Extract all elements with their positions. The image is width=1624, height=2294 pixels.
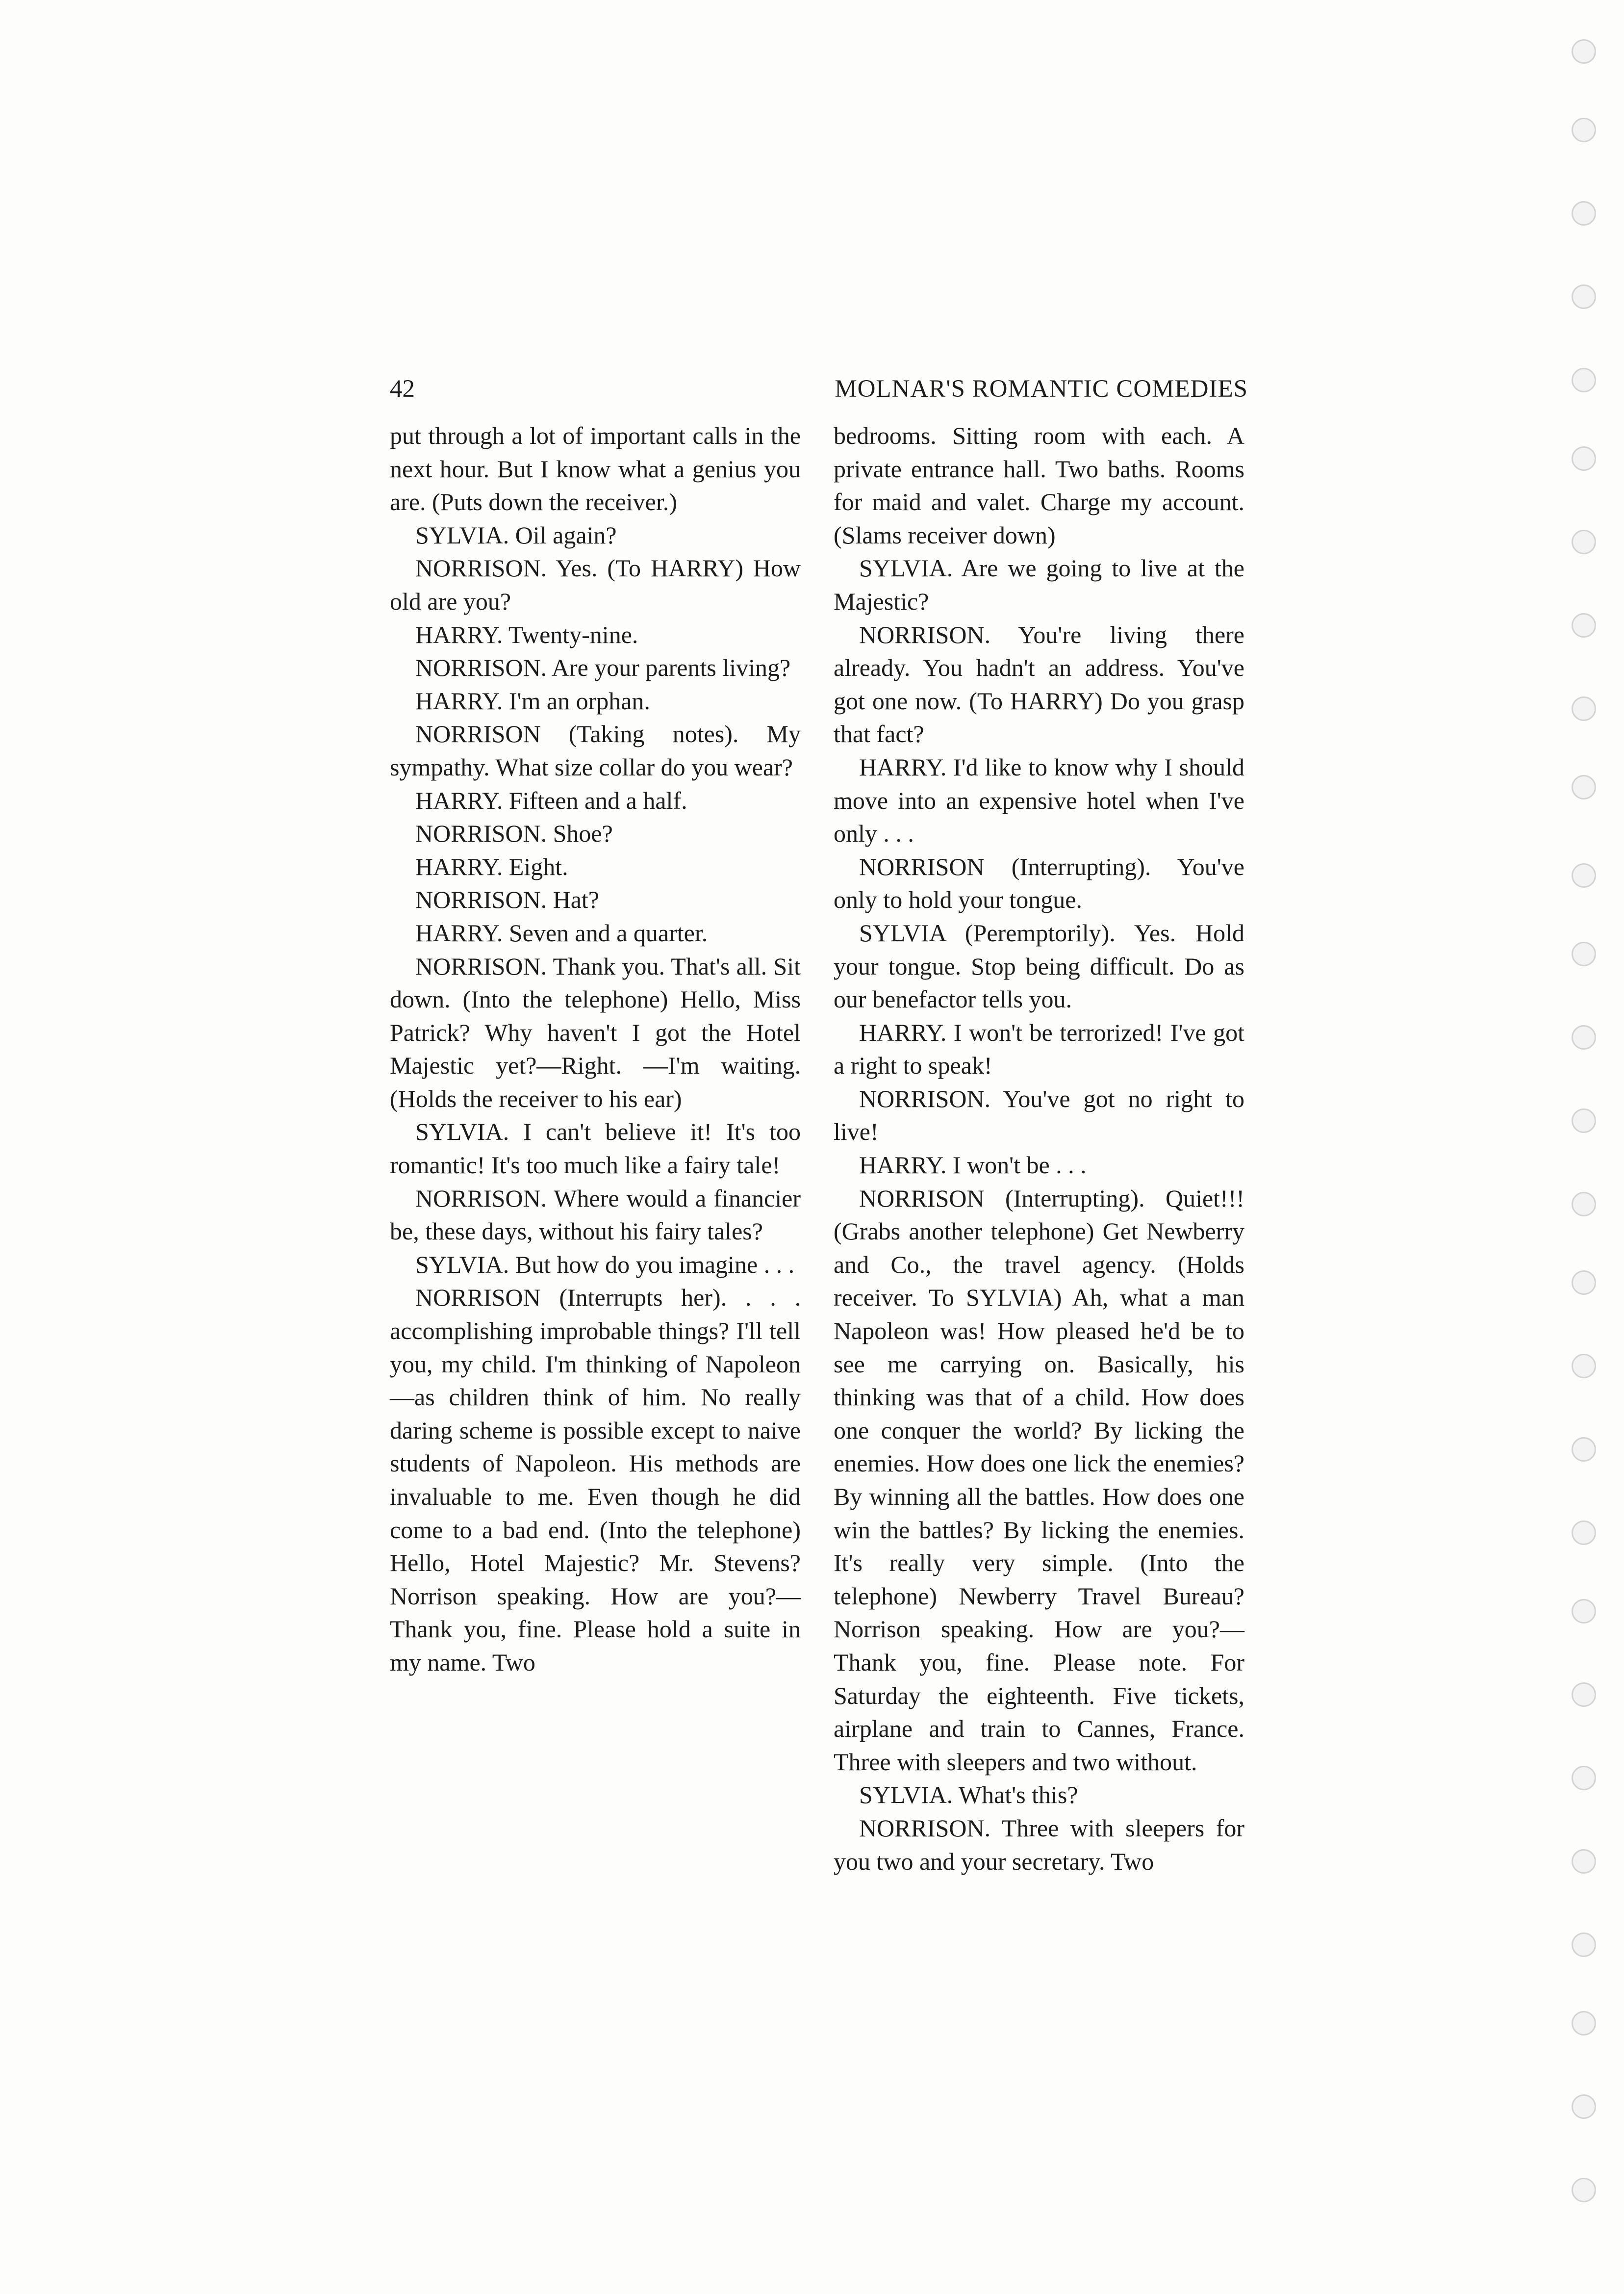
binding-hole (1572, 201, 1596, 226)
paragraph: HARRY. I'd like to know why I should move into an expensive hotel when I've only . . . (834, 753, 1244, 848)
binding-hole (1572, 1108, 1596, 1133)
binding-hole (1572, 118, 1596, 142)
right-column (834, 419, 1244, 1878)
binding-hole (1572, 446, 1596, 471)
paragraph: NORRISON. Thank you. That's all. Sit down. (Into the telephone) Hello, Miss Patrick? Why haven't I got the Hotel Majestic yet?—Right. —I'm waiting. (Holds the receiver to his ear) (390, 952, 801, 1112)
binding-hole (1572, 1766, 1596, 1790)
paragraph: NORRISON. Shoe? (415, 820, 613, 848)
paragraph: SYLVIA. But how do you imagine . . . (415, 1250, 795, 1278)
paragraph: SYLVIA (Peremptorily). Yes. Hold your tongue. Stop being difficult. Do as our benefactor tells you. (834, 919, 1244, 1013)
binding-hole (1572, 368, 1596, 392)
binding-hole (1572, 2011, 1596, 2036)
binding-hole (1572, 2094, 1596, 2119)
paragraph: HARRY. Twenty-nine. (415, 620, 638, 648)
binding-hole (1572, 1437, 1596, 1462)
paragraph: bedrooms. Sitting room with each. A private entrance hall. Two baths. Rooms for maid and valet. Charge my account. (Slams receiver down) (834, 422, 1244, 549)
binding-hole (1572, 863, 1596, 888)
binding-hole (1572, 1599, 1596, 1624)
paragraph: NORRISON. Yes. (To HARRY) How old are you? (390, 554, 801, 615)
paragraph: NORRISON. Are your parents living? (415, 654, 791, 682)
page-number: 42 (390, 375, 415, 403)
paragraph: SYLVIA. Oil again? (415, 521, 617, 549)
binding-hole (1572, 613, 1596, 638)
paragraph: HARRY. I'm an orphan. (415, 687, 650, 715)
paragraph: HARRY. I won't be terrorized! I've got a right to speak! (834, 1018, 1244, 1080)
paragraph: HARRY. Eight. (415, 852, 568, 880)
binding-hole (1572, 1933, 1596, 1957)
page-header (390, 372, 1248, 406)
binding-hole (1572, 696, 1596, 721)
paragraph: NORRISON. Where would a financier be, these days, without his fairy tales? (390, 1184, 801, 1245)
paragraph: NORRISON (Taking notes). My sympathy. What size collar do you wear? (390, 720, 801, 781)
paragraph: NORRISON (Interrupting). You've only to hold your tongue. (834, 852, 1244, 914)
paragraph: SYLVIA. I can't believe it! It's too romantic! It's too much like a fairy tale! (390, 1118, 801, 1179)
binding-hole (1572, 942, 1596, 966)
paragraph: HARRY. Seven and a quarter. (415, 919, 708, 947)
binding-holes (1567, 39, 1606, 2276)
running-title: MOLNAR'S ROMANTIC COMEDIES (835, 375, 1248, 403)
binding-hole (1572, 1192, 1596, 1216)
left-column (390, 419, 801, 1679)
paragraph: NORRISON. You've got no right to live! (834, 1084, 1244, 1146)
binding-hole (1572, 1521, 1596, 1545)
paragraph: SYLVIA. Are we going to live at the Majestic? (834, 554, 1244, 615)
paragraph: SYLVIA. What's this? (859, 1781, 1078, 1809)
binding-hole (1572, 284, 1596, 309)
paragraph: NORRISON. Hat? (415, 886, 599, 914)
paragraph: NORRISON. Three with sleepers for you two and your secretary. Two (834, 1814, 1244, 1875)
paragraph: HARRY. I won't be . . . (859, 1151, 1087, 1179)
binding-hole (1572, 1270, 1596, 1295)
paragraph: put through a lot of important calls in the next hour. But I know what a genius you are. (Puts down the receiver.) (390, 422, 801, 516)
binding-hole (1572, 1682, 1596, 1707)
binding-hole (1572, 1354, 1596, 1378)
paragraph: HARRY. Fifteen and a half. (415, 786, 687, 814)
paragraph: NORRISON. You're living there already. You hadn't an address. You've got one now. (To HARRY) Do you grasp that fact? (834, 620, 1244, 748)
binding-hole (1572, 1849, 1596, 1874)
binding-hole (1572, 775, 1596, 799)
binding-hole (1572, 2178, 1596, 2202)
paragraph: NORRISON (Interrupts her). . . . accomplishing improbable things? I'll tell you, my child. I'm thinking of Napoleon—as children think of him. No really daring scheme is possible except to naive students of Napoleon. His methods are invaluable to me. Even though he did come to a bad end. (Into the telephone) Hello, Hotel Majestic? Mr. Stevens? Norrison speaking. How are you?—Thank you, fine. Please hold a suite in my name. Two (390, 1284, 801, 1676)
binding-hole (1572, 39, 1596, 64)
binding-hole (1572, 1025, 1596, 1050)
binding-hole (1572, 530, 1596, 554)
paragraph: NORRISON (Interrupting). Quiet!!! (Grabs another telephone) Get Newberry and Co., the travel agency. (Holds receiver. To SYLVIA) Ah, what a man Napoleon was! How pleased he'd be to see me carrying on. Basically, his thinking was that of a child. How does one conquer the world? By licking the enemies. How does one lick the enemies? By winning all the battles. How does one win the battles? By licking the enemies. It's really very simple. (Into the telephone) Newberry Travel Bureau? Norrison speaking. How are you?—Thank you, fine. Please note. For Saturday the eighteenth. Five tickets, airplane and train to Cannes, France. Three with sleepers and two without. (834, 1184, 1244, 1776)
